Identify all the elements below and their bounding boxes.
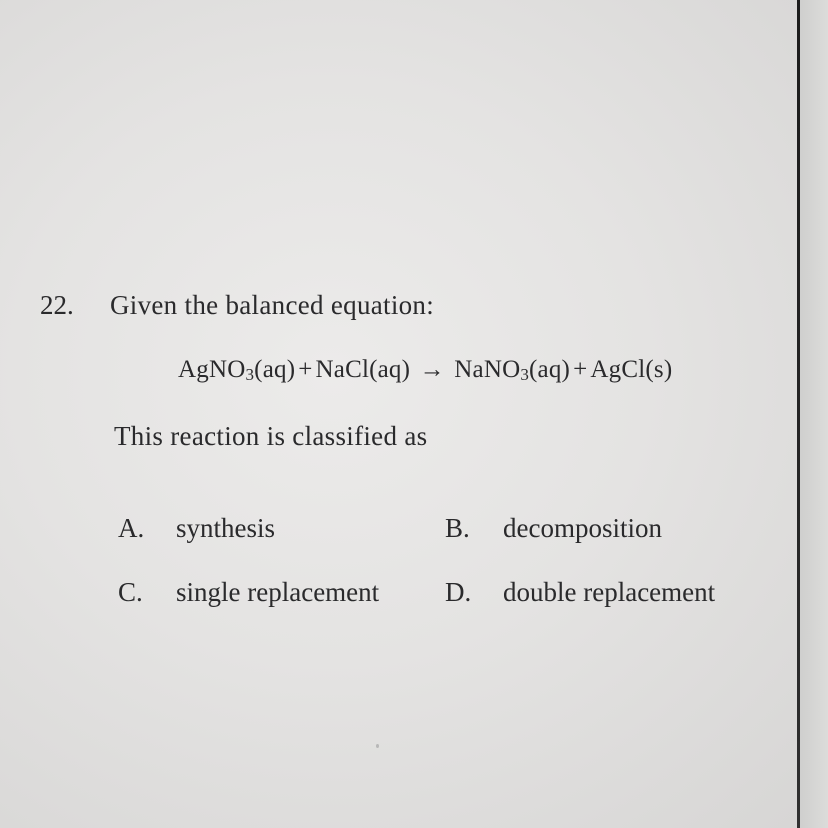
question-number: 22. bbox=[40, 290, 74, 320]
reactant-sodium-chloride: NaCl(aq) bbox=[315, 356, 411, 383]
page-edge-shadow bbox=[800, 0, 828, 828]
choice-d bbox=[445, 577, 715, 608]
chemical-equation bbox=[178, 356, 672, 385]
choice-letter: A. bbox=[118, 513, 145, 543]
choice-b bbox=[445, 513, 662, 544]
product-sodium-nitrate: NaNO$_3$(aq) bbox=[454, 356, 571, 384]
choice-letter: D. bbox=[445, 577, 472, 607]
question-prompt: Given the balanced equation: bbox=[110, 290, 435, 320]
plus-sign: + bbox=[573, 356, 588, 383]
reactant-silver-nitrate: AgNO$_3$(aq) bbox=[178, 356, 296, 384]
choice-text: synthesis bbox=[176, 513, 276, 543]
choice-a bbox=[118, 513, 275, 544]
choice-text: decomposition bbox=[503, 513, 662, 543]
choice-letter: B. bbox=[445, 513, 470, 543]
choice-text: single replacement bbox=[176, 577, 380, 607]
question-stem: This reaction is classified as bbox=[114, 421, 428, 451]
top-bleed-through-text bbox=[60, 0, 300, 6]
product-silver-chloride: AgCl(s) bbox=[590, 356, 673, 383]
choice-letter: C. bbox=[118, 577, 143, 607]
choice-text: double replacement bbox=[503, 577, 716, 607]
plus-sign: + bbox=[298, 356, 313, 383]
reaction-arrow: → bbox=[419, 356, 445, 383]
paper-speck bbox=[376, 744, 379, 748]
choice-c bbox=[118, 577, 379, 608]
